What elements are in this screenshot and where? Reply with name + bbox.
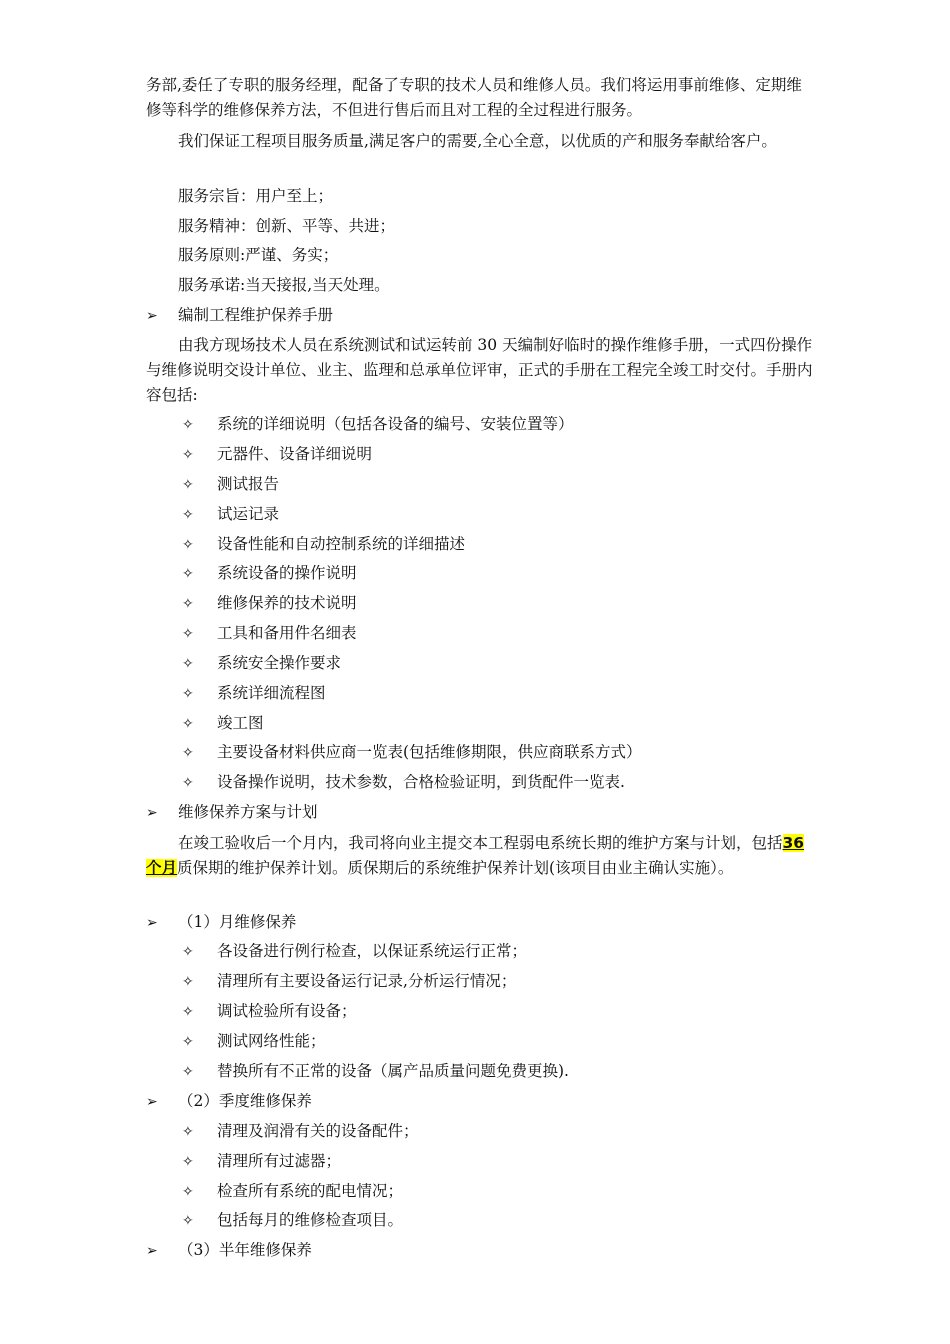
list-item: ✧ 设备操作说明，技术参数，合格检验证明，到货配件一览表. — [182, 771, 625, 794]
diamond-bullet-icon: ✧ — [182, 507, 194, 523]
list-item: ✧ 调试检验所有设备； — [182, 1000, 357, 1023]
diamond-bullet-icon: ✧ — [182, 626, 194, 642]
diamond-bullet-icon: ✧ — [182, 745, 194, 761]
diamond-bullet-icon: ✧ — [182, 566, 194, 582]
section-heading-text: （1）月维修保养 — [178, 913, 297, 931]
diamond-bullet-icon: ✧ — [182, 775, 194, 791]
list-item: ✧ 工具和备用件名细表 — [182, 622, 357, 645]
section-heading-plan — [146, 801, 318, 824]
list-item: ✧ 替换所有不正常的设备（属产品质量问题免费更换). — [182, 1060, 569, 1083]
diamond-bullet-icon: ✧ — [182, 1213, 194, 1229]
list-item: ✧ 系统详细流程图 — [182, 682, 326, 705]
section-heading-text: 维修保养方案与计划 — [178, 803, 318, 821]
section-heading-quarterly — [146, 1090, 312, 1113]
diamond-bullet-icon: ✧ — [182, 686, 194, 702]
service-tenet: 服务宗旨：用户至上； — [178, 187, 334, 205]
list-item: ✧ 检查所有系统的配电情况； — [182, 1180, 403, 1203]
section-heading-halfyear — [146, 1239, 312, 1262]
diamond-bullet-icon: ✧ — [182, 417, 194, 433]
list-item: ✧ 清理及润滑有关的设备配件； — [182, 1120, 419, 1143]
intro-paragraph-2: 我们保证工程项目服务质量,满足客户的需要,全心全意，以优质的产和服务奉献给客户。 — [178, 132, 777, 150]
list-item: ✧ 系统安全操作要求 — [182, 652, 341, 675]
diamond-bullet-icon: ✧ — [182, 716, 194, 732]
list-item: ✧ 清理所有主要设备运行记录,分析运行情况； — [182, 970, 516, 993]
section-heading-monthly — [146, 911, 296, 934]
diamond-bullet-icon: ✧ — [182, 596, 194, 612]
list-item: ✧ 元器件、设备详细说明 — [182, 443, 372, 466]
list-item: ✧ 维修保养的技术说明 — [182, 592, 357, 615]
list-item: ✧ 试运记录 — [182, 503, 279, 526]
list-item: ✧ 系统的详细说明（包括各设备的编号、安装位置等） — [182, 413, 574, 436]
diamond-bullet-icon: ✧ — [182, 1184, 194, 1200]
section-heading-text: 编制工程维护保养手册 — [178, 306, 334, 324]
diamond-bullet-icon: ✧ — [182, 944, 194, 960]
plan-description: 在竣工验收后一个月内，我司将向业主提交本工程弱电系统长期的维护方案与计划，包括36 个月质保期的维护保养计划。质保期后的系统维护保养计划(该项目由业主确认实施）。 — [146, 834, 805, 877]
diamond-bullet-icon: ✧ — [182, 656, 194, 672]
list-item: ✧ 测试报告 — [182, 473, 279, 496]
list-item: ✧ 测试网络性能； — [182, 1030, 326, 1053]
list-item: ✧ 各设备进行例行检查，以保证系统运行正常； — [182, 940, 527, 963]
service-promise: 服务承诺:当天接报,当天处理。 — [178, 276, 390, 294]
section-heading-manual — [146, 304, 333, 327]
arrow-bullet-icon: ➢ — [146, 1243, 158, 1259]
list-item: ✧ 竣工图 — [182, 712, 264, 735]
list-item: ✧ 设备性能和自动控制系统的详细描述 — [182, 533, 465, 556]
highlighted-warranty-period: 36 个月 — [146, 834, 805, 877]
arrow-bullet-icon: ➢ — [146, 1094, 158, 1110]
arrow-bullet-icon: ➢ — [146, 308, 158, 324]
diamond-bullet-icon: ✧ — [182, 447, 194, 463]
diamond-bullet-icon: ✧ — [182, 974, 194, 990]
service-principle: 服务原则:严谨、务实； — [178, 246, 339, 264]
section-heading-text: （3）半年维修保养 — [178, 1241, 312, 1259]
diamond-bullet-icon: ✧ — [182, 1064, 194, 1080]
manual-description: 由我方现场技术人员在系统测试和试运转前 30 天编制好临时的操作维修手册，一式四份操作与维修说明交设计单位、业主、监理和总承单位评审，正式的手册在工程完全竣工时交付。手册内容包括: — [146, 336, 813, 404]
list-item: ✧ 主要设备材料供应商一览表(包括维修期限，供应商联系方式） — [182, 741, 642, 764]
diamond-bullet-icon: ✧ — [182, 1004, 194, 1020]
list-item: ✧ 系统设备的操作说明 — [182, 562, 357, 585]
service-spirit: 服务精神：创新、平等、共进； — [178, 217, 396, 235]
arrow-bullet-icon: ➢ — [146, 915, 158, 931]
list-item: ✧ 清理所有过滤器； — [182, 1150, 341, 1173]
arrow-bullet-icon: ➢ — [146, 805, 158, 821]
diamond-bullet-icon: ✧ — [182, 1154, 194, 1170]
list-item: ✧ 包括每月的维修检查项目。 — [182, 1209, 403, 1232]
diamond-bullet-icon: ✧ — [182, 477, 194, 493]
diamond-bullet-icon: ✧ — [182, 1034, 194, 1050]
section-heading-text: （2）季度维修保养 — [178, 1092, 312, 1110]
diamond-bullet-icon: ✧ — [182, 537, 194, 553]
diamond-bullet-icon: ✧ — [182, 1124, 194, 1140]
intro-paragraph-1: 务部,委任了专职的服务经理，配备了专职的技术人员和维修人员。我们将运用事前维修、定期维修等科学的维修保养方法，不但进行售后而且对工程的全过程进行服务。 — [146, 76, 802, 119]
